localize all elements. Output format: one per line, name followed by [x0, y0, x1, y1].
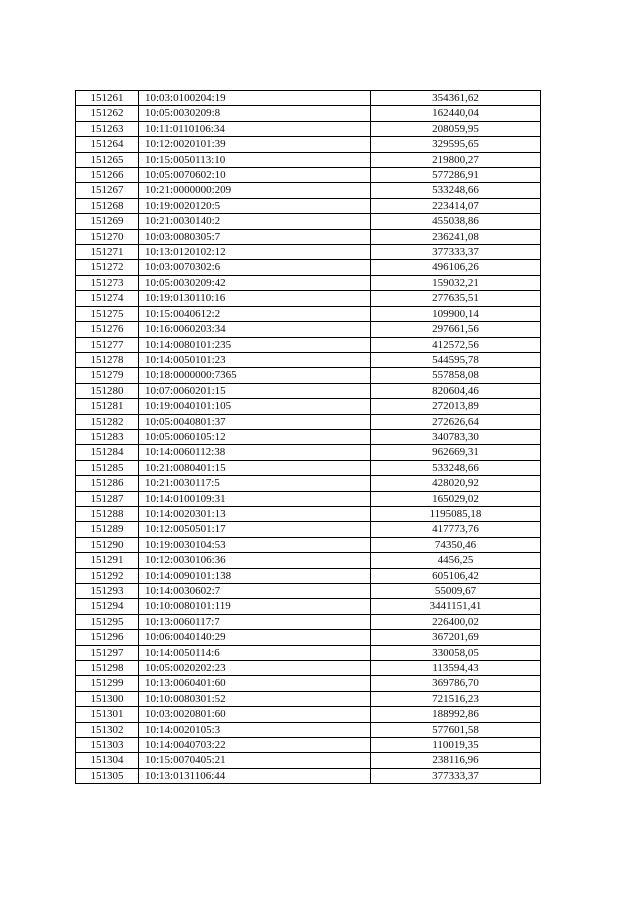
cadastral-value-cell: 369786,70 [371, 676, 541, 691]
cadastral-value-cell: 533248,66 [371, 460, 541, 475]
table-row [76, 491, 541, 506]
cadastral-number-cell: 10:05:0060105:12 [139, 429, 371, 444]
cadastral-value-cell: 721516,23 [371, 691, 541, 706]
cadastral-number-cell: 10:14:0060112:38 [139, 445, 371, 460]
table-row [76, 584, 541, 599]
table-row [76, 383, 541, 398]
cadastral-value-cell: 533248,66 [371, 183, 541, 198]
row-number-cell: 151294 [76, 599, 139, 614]
table-row [76, 198, 541, 213]
cadastral-value-cell: 188992,86 [371, 707, 541, 722]
table-row [76, 91, 541, 106]
cadastral-value-cell: 297661,56 [371, 322, 541, 337]
cadastral-number-cell: 10:12:0050501:17 [139, 522, 371, 537]
row-number-cell: 151296 [76, 630, 139, 645]
cadastral-value-cell: 277635,51 [371, 291, 541, 306]
cadastral-value-cell: 367201,69 [371, 630, 541, 645]
row-number-cell: 151288 [76, 506, 139, 521]
row-number-cell: 151265 [76, 152, 139, 167]
table-body [76, 91, 541, 784]
cadastral-value-cell: 219800,27 [371, 152, 541, 167]
cadastral-value-cell: 354361,62 [371, 91, 541, 106]
table-row [76, 337, 541, 352]
cadastral-number-cell: 10:05:0030209:8 [139, 106, 371, 121]
cadastral-value-cell: 340783,30 [371, 429, 541, 444]
cadastral-number-cell: 10:14:0020301:13 [139, 506, 371, 521]
cadastral-value-cell: 605106,42 [371, 568, 541, 583]
cadastral-number-cell: 10:15:0070405:21 [139, 753, 371, 768]
table-row [76, 368, 541, 383]
table-row [76, 738, 541, 753]
row-number-cell: 151267 [76, 183, 139, 198]
table-row [76, 429, 541, 444]
row-number-cell: 151270 [76, 229, 139, 244]
row-number-cell: 151292 [76, 568, 139, 583]
cadastral-number-cell: 10:05:0030209:42 [139, 275, 371, 290]
table-row [76, 614, 541, 629]
row-number-cell: 151298 [76, 661, 139, 676]
table-row [76, 445, 541, 460]
row-number-cell: 151301 [76, 707, 139, 722]
cadastral-number-cell: 10:15:0040612:2 [139, 306, 371, 321]
cadastral-value-cell: 577601,58 [371, 722, 541, 737]
table-row [76, 414, 541, 429]
row-number-cell: 151287 [76, 491, 139, 506]
table-row [76, 661, 541, 676]
cadastral-value-cell: 110019,35 [371, 738, 541, 753]
cadastral-number-cell: 10:19:0040101:105 [139, 399, 371, 414]
cadastral-number-cell: 10:10:0080301:52 [139, 691, 371, 706]
cadastral-number-cell: 10:13:0060401:60 [139, 676, 371, 691]
table-row [76, 275, 541, 290]
row-number-cell: 151284 [76, 445, 139, 460]
table-row [76, 568, 541, 583]
cadastral-value-cell: 238116,96 [371, 753, 541, 768]
cadastral-number-cell: 10:14:0050114:6 [139, 645, 371, 660]
cadastral-number-cell: 10:21:0080401:15 [139, 460, 371, 475]
cadastral-number-cell: 10:07:0060201:15 [139, 383, 371, 398]
cadastral-number-cell: 10:14:0100109:31 [139, 491, 371, 506]
cadastral-number-cell: 10:14:0040703:22 [139, 738, 371, 753]
cadastral-value-cell: 74350,46 [371, 537, 541, 552]
cadastral-value-cell: 109900,14 [371, 306, 541, 321]
table-row [76, 460, 541, 475]
cadastral-number-cell: 10:14:0020105:3 [139, 722, 371, 737]
row-number-cell: 151276 [76, 322, 139, 337]
table-row [76, 553, 541, 568]
table-row [76, 399, 541, 414]
table-row [76, 106, 541, 121]
cadastral-value-cell: 455038,86 [371, 214, 541, 229]
cadastral-number-cell: 10:16:0060203:34 [139, 322, 371, 337]
cadastral-number-cell: 10:14:0030602:7 [139, 584, 371, 599]
row-number-cell: 151274 [76, 291, 139, 306]
table-row [76, 522, 541, 537]
cadastral-value-cell: 577286,91 [371, 168, 541, 183]
cadastral-number-cell: 10:21:0000000:209 [139, 183, 371, 198]
cadastral-value-cell: 272013,89 [371, 399, 541, 414]
table-row [76, 322, 541, 337]
cadastral-number-cell: 10:12:0020101:39 [139, 137, 371, 152]
table-row [76, 121, 541, 136]
row-number-cell: 151299 [76, 676, 139, 691]
table-row [76, 707, 541, 722]
cadastral-value-cell: 330058,05 [371, 645, 541, 660]
cadastral-number-cell: 10:11:0110106:34 [139, 121, 371, 136]
row-number-cell: 151286 [76, 476, 139, 491]
row-number-cell: 151261 [76, 91, 139, 106]
cadastral-number-cell: 10:21:0030140:2 [139, 214, 371, 229]
cadastral-number-cell: 10:13:0060117:7 [139, 614, 371, 629]
cadastral-number-cell: 10:12:0030106:36 [139, 553, 371, 568]
row-number-cell: 151277 [76, 337, 139, 352]
row-number-cell: 151281 [76, 399, 139, 414]
table-row [76, 214, 541, 229]
table-row [76, 291, 541, 306]
row-number-cell: 151282 [76, 414, 139, 429]
row-number-cell: 151297 [76, 645, 139, 660]
cadastral-value-cell: 1195085,18 [371, 506, 541, 521]
table-row [76, 476, 541, 491]
row-number-cell: 151268 [76, 198, 139, 213]
cadastral-number-cell: 10:19:0130110:16 [139, 291, 371, 306]
row-number-cell: 151280 [76, 383, 139, 398]
row-number-cell: 151273 [76, 275, 139, 290]
row-number-cell: 151279 [76, 368, 139, 383]
row-number-cell: 151285 [76, 460, 139, 475]
table-row [76, 152, 541, 167]
cadastral-value-table [75, 90, 541, 784]
cadastral-value-cell: 162440,04 [371, 106, 541, 121]
cadastral-value-cell: 544595,78 [371, 352, 541, 367]
cadastral-number-cell: 10:19:0020120:5 [139, 198, 371, 213]
cadastral-number-cell: 10:05:0020202:23 [139, 661, 371, 676]
table-row [76, 137, 541, 152]
row-number-cell: 151263 [76, 121, 139, 136]
cadastral-value-cell: 412572,56 [371, 337, 541, 352]
row-number-cell: 151275 [76, 306, 139, 321]
row-number-cell: 151266 [76, 168, 139, 183]
cadastral-value-cell: 962669,31 [371, 445, 541, 460]
row-number-cell: 151289 [76, 522, 139, 537]
cadastral-value-cell: 428020,92 [371, 476, 541, 491]
row-number-cell: 151304 [76, 753, 139, 768]
cadastral-value-cell: 226400,02 [371, 614, 541, 629]
cadastral-number-cell: 10:05:0070602:10 [139, 168, 371, 183]
table-row [76, 245, 541, 260]
cadastral-number-cell: 10:14:0080101:235 [139, 337, 371, 352]
table-row [76, 352, 541, 367]
table-row [76, 506, 541, 521]
cadastral-number-cell: 10:03:0100204:19 [139, 91, 371, 106]
row-number-cell: 151278 [76, 352, 139, 367]
row-number-cell: 151290 [76, 537, 139, 552]
table-row [76, 183, 541, 198]
cadastral-number-cell: 10:05:0040801:37 [139, 414, 371, 429]
cadastral-number-cell: 10:13:0120102:12 [139, 245, 371, 260]
table-row [76, 768, 541, 783]
table-row [76, 168, 541, 183]
row-number-cell: 151305 [76, 768, 139, 783]
cadastral-number-cell: 10:06:0040140:29 [139, 630, 371, 645]
cadastral-number-cell: 10:18:0000000:7365 [139, 368, 371, 383]
table-row [76, 753, 541, 768]
cadastral-value-cell: 55009,67 [371, 584, 541, 599]
cadastral-value-cell: 377333,37 [371, 768, 541, 783]
cadastral-value-cell: 377333,37 [371, 245, 541, 260]
table-row [76, 306, 541, 321]
table-row [76, 630, 541, 645]
cadastral-value-cell: 223414,07 [371, 198, 541, 213]
row-number-cell: 151272 [76, 260, 139, 275]
cadastral-number-cell: 10:21:0030117:5 [139, 476, 371, 491]
row-number-cell: 151264 [76, 137, 139, 152]
row-number-cell: 151295 [76, 614, 139, 629]
cadastral-value-cell: 113594,43 [371, 661, 541, 676]
cadastral-value-cell: 417773,76 [371, 522, 541, 537]
cadastral-number-cell: 10:10:0080101:119 [139, 599, 371, 614]
cadastral-number-cell: 10:03:0020801:60 [139, 707, 371, 722]
table-row [76, 260, 541, 275]
cadastral-value-cell: 272626,64 [371, 414, 541, 429]
cadastral-value-cell: 4456,25 [371, 553, 541, 568]
row-number-cell: 151300 [76, 691, 139, 706]
table-row [76, 645, 541, 660]
table-row [76, 537, 541, 552]
cadastral-value-cell: 236241,08 [371, 229, 541, 244]
cadastral-value-cell: 3441151,41 [371, 599, 541, 614]
cadastral-value-cell: 159032,21 [371, 275, 541, 290]
row-number-cell: 151291 [76, 553, 139, 568]
cadastral-value-cell: 820604,46 [371, 383, 541, 398]
row-number-cell: 151283 [76, 429, 139, 444]
cadastral-number-cell: 10:13:0131106:44 [139, 768, 371, 783]
cadastral-value-cell: 557858,08 [371, 368, 541, 383]
cadastral-number-cell: 10:03:0070302:6 [139, 260, 371, 275]
table-row [76, 676, 541, 691]
row-number-cell: 151293 [76, 584, 139, 599]
row-number-cell: 151262 [76, 106, 139, 121]
table-row [76, 722, 541, 737]
cadastral-number-cell: 10:03:0080305:7 [139, 229, 371, 244]
cadastral-number-cell: 10:14:0050101:23 [139, 352, 371, 367]
cadastral-number-cell: 10:14:0090101:138 [139, 568, 371, 583]
table-row [76, 691, 541, 706]
cadastral-value-cell: 329595,65 [371, 137, 541, 152]
table-row [76, 599, 541, 614]
cadastral-value-cell: 496106,26 [371, 260, 541, 275]
row-number-cell: 151303 [76, 738, 139, 753]
row-number-cell: 151302 [76, 722, 139, 737]
row-number-cell: 151271 [76, 245, 139, 260]
cadastral-value-cell: 165029,02 [371, 491, 541, 506]
cadastral-number-cell: 10:15:0050113:10 [139, 152, 371, 167]
row-number-cell: 151269 [76, 214, 139, 229]
table-row [76, 229, 541, 244]
cadastral-value-cell: 208059,95 [371, 121, 541, 136]
cadastral-number-cell: 10:19:0030104:53 [139, 537, 371, 552]
